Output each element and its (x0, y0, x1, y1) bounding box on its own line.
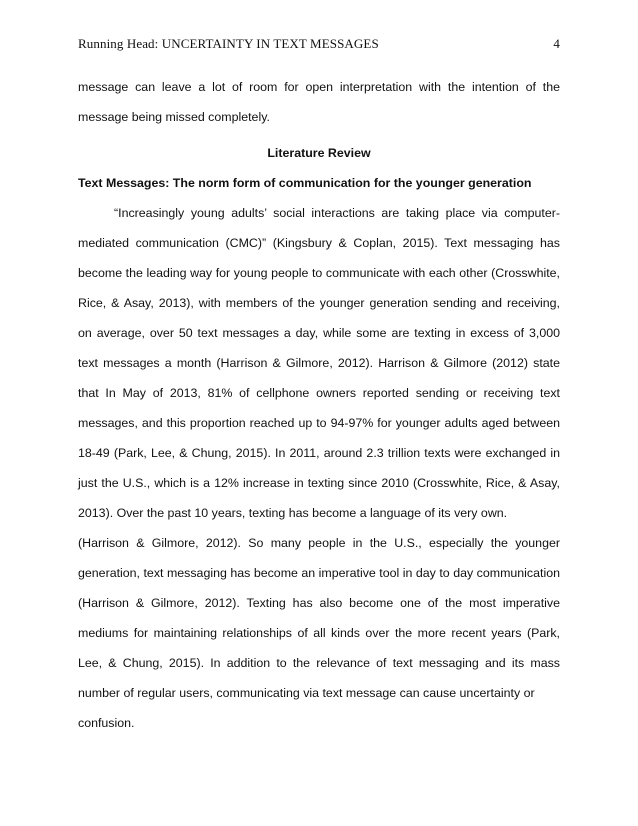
paragraph-line: just the U.S., which is a 12% increase in texting since 2010 (Crosswhite, Rice, & Asay, (78, 476, 560, 490)
section-heading: Literature Review (267, 146, 371, 160)
paragraph-line: generation, text messaging has become an imperative tool in day to day communication (78, 566, 560, 580)
document-body (78, 72, 560, 738)
running-head: Running Head: UNCERTAINTY IN TEXT MESSAGES (78, 36, 379, 51)
paragraph-line: Rice, & Asay, 2013), with members of the younger generation sending and receiving, (78, 296, 560, 310)
paragraph-line: (Harrison & Gilmore, 2012). Texting has also become one of the most imperative (78, 596, 560, 610)
paragraph-line: text messages a month (Harrison & Gilmore, 2012). Harrison & Gilmore (2012) state (78, 356, 560, 370)
intro-line: message can leave a lot of room for open interpretation with the intention of the (78, 80, 560, 94)
paragraph-line: “Increasingly young adults’ social interactions are taking place via computer- (114, 206, 560, 220)
paragraph-line: become the leading way for young people to communicate with each other (Crosswhite, (78, 266, 560, 280)
subheading: Text Messages: The norm form of communication for the younger generation (78, 176, 532, 190)
paragraph-line: number of regular users, communicating via text message can cause uncertainty or (78, 686, 535, 700)
paragraph-line: 2013). Over the past 10 years, texting has become a language of its very own. (78, 506, 508, 520)
paragraph-line: mediums for maintaining relationships of all kinds over the more recent years (Park, (78, 626, 560, 640)
paragraph-line: messages, and this proportion reached up to 94-97% for younger adults aged between (78, 416, 560, 430)
paragraph-line: mediated communication (CMC)” (Kingsbury & Coplan, 2015). Text messaging has (78, 236, 560, 250)
intro-line: message being missed completely. (78, 110, 270, 124)
paragraph-line: confusion. (78, 716, 135, 730)
page-number: 4 (553, 36, 560, 51)
paragraph-line: 18-49 (Park, Lee, & Chung, 2015). In 2011, around 2.3 trillion texts were exchanged in (78, 446, 560, 460)
page-header (78, 36, 560, 56)
paragraph-line: (Harrison & Gilmore, 2012). So many people in the U.S., especially the younger (78, 536, 560, 550)
paragraph-line: Lee, & Chung, 2015). In addition to the relevance of text messaging and its mass (78, 656, 560, 670)
paragraph-line: that In May of 2013, 81% of cellphone owners reported sending or receiving text (78, 386, 560, 400)
paragraph-line: on average, over 50 text messages a day, while some are texting in excess of 3,000 (78, 326, 560, 340)
